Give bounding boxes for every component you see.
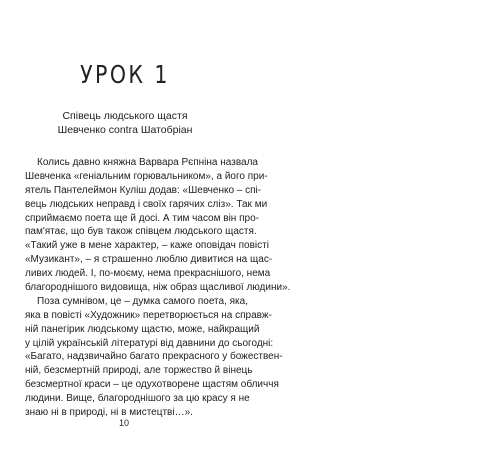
text-line: ній панегірик людському щастю, може, найкращий (25, 323, 260, 335)
text-line: Поза сумнівом, це – думка самого поета, яка, (37, 295, 248, 307)
text-line: ятель Пантелеймон Куліш додав: «Шевченко – спі- (25, 184, 262, 196)
lesson-subtitle: Співець людського щастя (62, 110, 188, 122)
text-line: знаю ні в природі, ні в мистецтві…». (25, 407, 193, 419)
text-line: Шевченка «геніальним горювальником», а його при- (25, 170, 268, 182)
text-line: людини. Вище, благороднішого за цю красу я не (25, 393, 250, 405)
left-body-text (25, 156, 291, 420)
text-line: у цілій українській літературі від давнини до сьогодні: (25, 337, 274, 349)
text-line: «Музикант», – я страшенно люблю дивитися на щас- (25, 254, 273, 266)
page-number-left: 10 (119, 418, 130, 428)
lesson-title: УРОК 1 (80, 60, 170, 89)
text-line: ній, безсмертній природі, але торжество й вінець (25, 365, 253, 377)
text-line: сприймаємо поета ще й досі. А тим часом він про- (25, 212, 259, 224)
text-line: пам'ятає, що був також співцем людського щастя. (25, 226, 257, 238)
right-page (250, 0, 500, 450)
text-line: Колись давно княжна Варвара Рєпніна назвала (37, 157, 258, 168)
text-line: ливих людей. І, по-моєму, нема прекраснішого, нема (25, 268, 271, 280)
lesson-subtitle-2: Шевченко contra Шатобріан (57, 124, 193, 136)
text-line: безсмертної краси – це одухотворене щастям обличчя (25, 379, 279, 391)
text-line: «Такий уже в мене характер, – каже оповідач повісті (25, 240, 269, 252)
text-line: вець людських неправд і своїх гарячих сліз». Так ми (25, 198, 268, 210)
text-line: яка в повісті «Художник» перетворюється на справж- (25, 309, 272, 321)
text-line: благороднішого видовища, ніж образ щасливої людини». (25, 282, 291, 294)
text-line: «Багато, надзвичайно багато прекрасного у божествен- (25, 351, 283, 363)
